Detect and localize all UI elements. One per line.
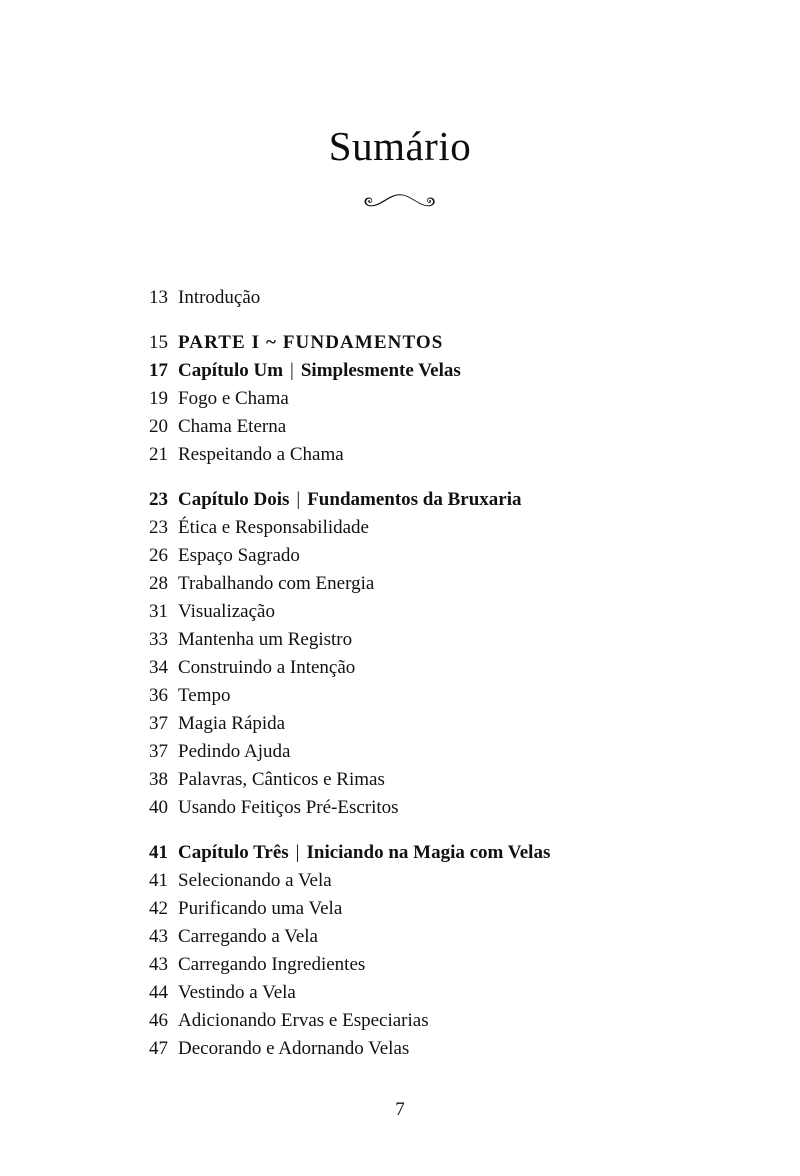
toc-group [0,839,800,1063]
entry-label: Selecionando a Vela [178,870,332,891]
flourish-ornament [0,189,800,215]
entry-page-number: 43 [149,926,168,947]
entry-label: Magia Rápida [178,713,286,734]
entry-label: Respeitando a Chama [178,444,344,465]
entry-label: Tempo [178,685,231,706]
entry-label: Adicionando Ervas e Especiarias [178,1010,429,1031]
entry-page-number: 38 [149,769,168,790]
entry-label: Espaço Sagrado [178,545,300,566]
entry-page-number: 41 [149,842,168,863]
toc-group [0,486,800,822]
entry-page-number: 28 [149,573,168,594]
entry-label: Ética e Responsabilidade [178,517,369,538]
entry-page-number: 17 [149,360,168,381]
folio-page-number: 7 [395,1099,405,1120]
entry-page-number: 19 [149,388,168,409]
entry-label: Visualização [178,601,275,622]
entry-label: PARTE I ~ FUNDAMENTOS [178,332,444,353]
toc-entry[interactable] [0,923,800,951]
entry-label: Trabalhando com Energia [178,573,375,594]
toc-entry[interactable] [0,385,800,413]
page-title: Sumário [328,123,472,169]
entry-label: Pedindo Ajuda [178,741,291,762]
entry-page-number: 33 [149,629,168,650]
toc-entry[interactable] [0,682,800,710]
chapter-subtitle: Fundamentos da Bruxaria [307,489,522,510]
entry-page-number: 26 [149,545,168,566]
entry-label: Introdução [178,287,261,308]
chapter-separator: | [295,842,300,863]
entry-page-number: 44 [149,982,168,1003]
toc-entry[interactable] [0,766,800,794]
entry-page-number: 36 [149,685,168,706]
toc-entry[interactable] [0,413,800,441]
entry-label: Palavras, Cânticos e Rimas [178,769,385,790]
entry-label: Mantenha um Registro [178,629,353,650]
toc-entry-list [0,284,800,1063]
chapter-separator: | [296,489,301,510]
toc-group [0,284,800,312]
chapter-name: Capítulo Dois [178,489,290,510]
toc-entry[interactable] [0,794,800,822]
toc-entry[interactable] [0,542,800,570]
toc-chapter-heading[interactable] [0,839,800,867]
toc-entry[interactable] [0,710,800,738]
entry-page-number: 43 [149,954,168,975]
entry-page-number: 41 [149,870,168,891]
toc-entry[interactable] [0,867,800,895]
toc-entry[interactable] [0,895,800,923]
entry-label: Carregando Ingredientes [178,954,366,975]
toc-entry[interactable] [0,738,800,766]
entry-label: Decorando e Adornando Velas [178,1038,410,1059]
entry-label [168,357,461,385]
entry-page-number: 42 [149,898,168,919]
toc-entry[interactable] [0,1007,800,1035]
entry-label [168,839,550,867]
entry-page-number: 15 [149,332,168,353]
toc-entry[interactable] [0,514,800,542]
entry-label: Chama Eterna [178,416,287,437]
chapter-name: Capítulo Um [178,360,284,381]
toc-part-heading[interactable] [0,329,800,357]
entry-page-number: 47 [149,1038,168,1059]
chapter-subtitle: Iniciando na Magia com Velas [306,842,551,863]
entry-label [168,486,522,514]
entry-label: Carregando a Vela [178,926,318,947]
toc-group [0,329,800,469]
toc-entry[interactable] [0,654,800,682]
toc-entry[interactable] [0,441,800,469]
entry-page-number: 34 [149,657,168,678]
toc-chapter-heading[interactable] [0,357,800,385]
toc-entry[interactable] [0,570,800,598]
chapter-separator: | [290,360,294,381]
entry-label: Construindo a Intenção [178,657,356,678]
entry-page-number: 20 [149,416,168,437]
entry-label: Usando Feitiços Pré-Escritos [178,797,399,818]
entry-page-number: 46 [149,1010,168,1031]
toc-entry[interactable] [0,598,800,626]
entry-label: Fogo e Chama [178,388,289,409]
chapter-subtitle: Simplesmente Velas [300,360,461,381]
toc-entry[interactable] [0,626,800,654]
entry-page-number: 23 [149,517,168,538]
entry-page-number: 23 [149,489,168,510]
entry-page-number: 31 [149,601,168,622]
entry-page-number: 40 [149,797,168,818]
toc-entry[interactable] [0,951,800,979]
entry-page-number: 37 [149,741,168,762]
toc-entry[interactable] [0,1035,800,1063]
chapter-name: Capítulo Três [178,842,289,863]
toc-entry[interactable] [0,284,800,312]
toc-entry[interactable] [0,979,800,1007]
entry-page-number: 21 [149,444,168,465]
toc-chapter-heading[interactable] [0,486,800,514]
entry-label: Vestindo a Vela [178,982,296,1003]
entry-page-number: 37 [149,713,168,734]
entry-label: Purificando uma Vela [178,898,343,919]
entry-page-number: 13 [149,287,168,308]
